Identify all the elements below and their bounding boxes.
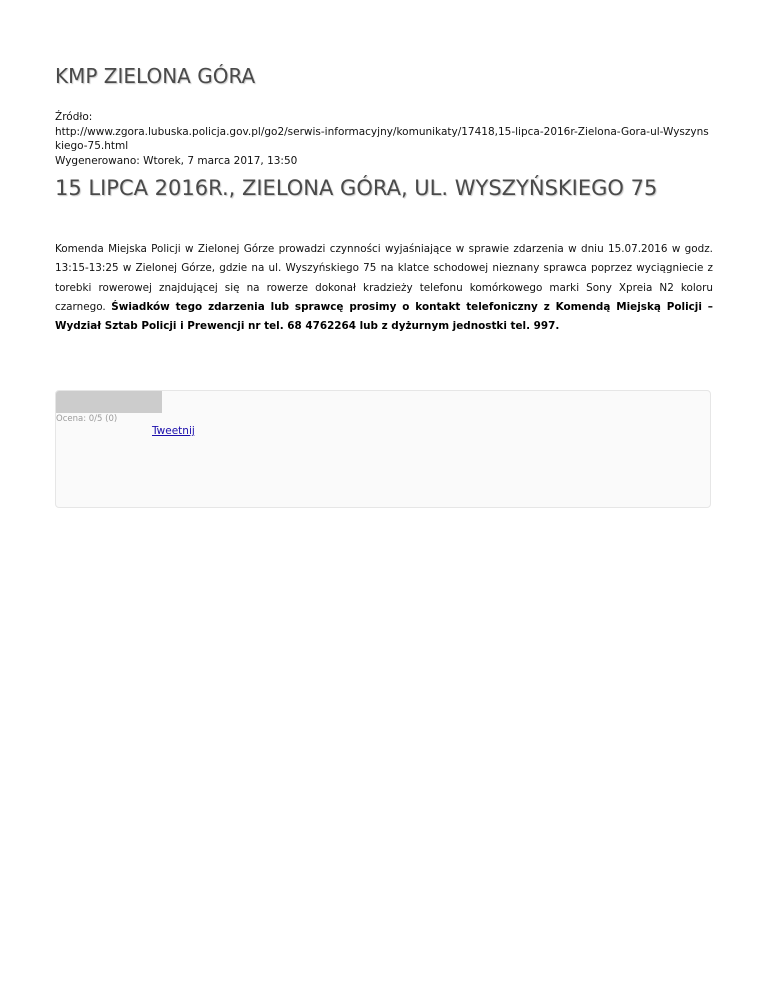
source-url-line-1: http://www.zgora.lubuska.policja.gov.pl/go2/serwis-informacyjny/komunikaty/17418,15-lipca-2016r-Zielona-Gora-ul-Wyszyns (55, 125, 709, 138)
rating-label: Ocena: 0/5 (0) (56, 414, 118, 424)
article-body (55, 240, 713, 336)
article-title: 15 LIPCA 2016R., ZIELONA GÓRA, UL. WYSZYŃSKIEGO 75 (55, 176, 658, 200)
document-meta (55, 110, 715, 168)
rating-panel (55, 390, 711, 508)
source-label: Źródło: (55, 111, 93, 123)
rating-bar[interactable] (56, 391, 162, 413)
article-body-bold: Świadków tego zdarzenia lub sprawcę prosimy o kontakt telefoniczny z Komendą Miejską Policji – Wydział Sztab Policji i Prewencji nr tel. 68 4762264 lub z dyżurnym jednostki tel. 997. (55, 300, 713, 333)
site-title: KMP ZIELONA GÓRA (55, 64, 256, 88)
generated-date: Wygenerowano: Wtorek, 7 marca 2017, 13:50 (55, 154, 298, 167)
article-body-text: Komenda Miejska Policji w Zielonej Górze prowadzi czynności wyjaśniające w sprawie zdarzenia w dniu 15.07.2016 w godz. 13:15-13:25 w Zielonej Górze, gdzie na ul. Wyszyńskiego 75 na klatce schodowej nieznany sprawca poprzez wyciągniecie z torebki rowerowej znajdującej się na rowerze dokonał kradzieży telefonu komórkowego marki Sony Xpreia N2 koloru czarnego. (55, 243, 713, 313)
tweet-link[interactable]: Tweetnij (152, 425, 195, 437)
source-url-line-2: kiego-75.html (55, 140, 129, 152)
